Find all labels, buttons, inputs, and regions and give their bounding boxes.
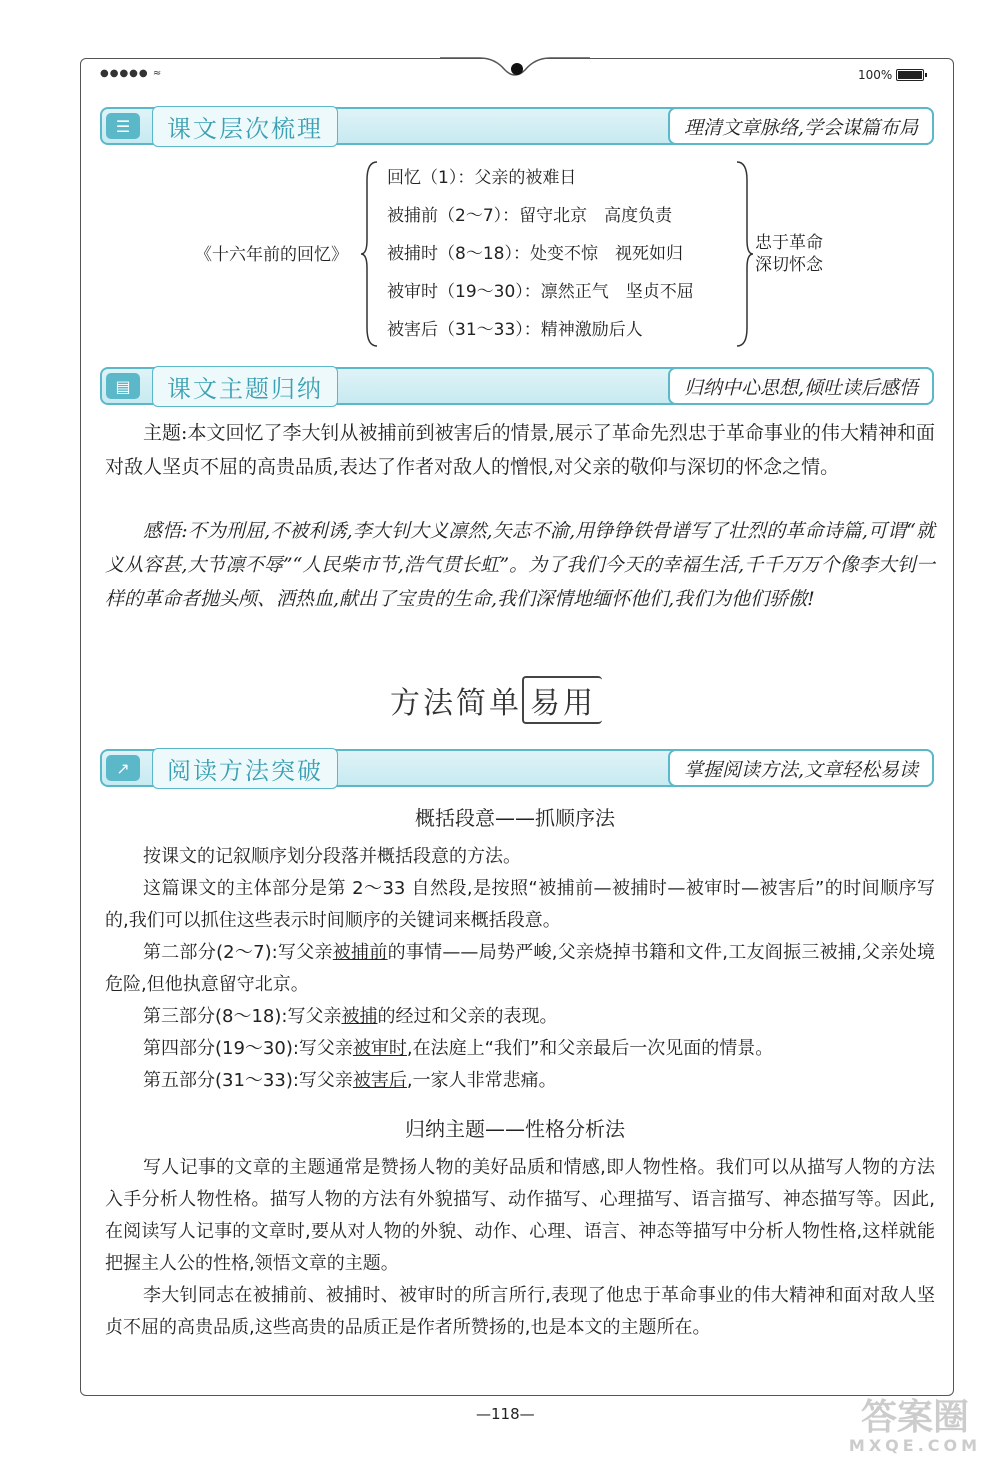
body-paragraph: 这篇课文的主体部分是第 2～33 自然段,是按照“被捕前—被捕时—被审时—被害后”的时间顺序写的,我们可以抓住这些表示时间顺序的关键词来概括段意。 (105, 878, 935, 931)
body-paragraph (105, 1065, 935, 1097)
tree-item: 被捕前（2～7）：留守北京 高度负责 (387, 206, 673, 226)
summary-line: 忠于革命 (755, 233, 823, 253)
method-slogan (390, 676, 602, 724)
section-banner-method (100, 749, 934, 787)
keyword: 被捕前 (332, 942, 388, 963)
body-paragraph: 写人记事的文章的主题通常是赞扬人物的美好品质和情感,即人物性格。我们可以从描写人物的方法入手分析人物性格。描写人物的方法有外貌描写、动作描写、心理描写、语言描写、神态描写等。因此,在阅读写人记事的文章时,要从对人物的外貌、动作、心理、语言、神态等描写中分析人物性格,这样就能把握主人公的性格,领悟文章的主题。 (105, 1157, 935, 1274)
page-number: —118— (476, 1405, 535, 1423)
part-label: 第五部分(31～33):写父亲 (143, 1070, 353, 1091)
method-body-2 (105, 1152, 935, 1344)
section-banner-theme (100, 367, 934, 405)
tree-items (387, 164, 694, 354)
section-slogan: 理清文章脉络,学会谋篇布局 (668, 107, 934, 145)
summary-line: 深切怀念 (755, 255, 823, 275)
keyword: 被审时 (352, 1038, 407, 1059)
section-slogan: 掌握阅读方法,文章轻松易读 (668, 749, 934, 787)
method-body-1 (105, 841, 935, 1097)
body-paragraph: 李大钊同志在被捕前、被捕时、被审时的所言所行,表现了他忠于革命事业的伟大精神和面对敌人坚贞不屈的高贵品质,这些高贵的品质正是作者所赞扬的,也是本文的主题所在。 (105, 1285, 935, 1338)
part-text: 的事情——局势严峻,父亲烧掉书籍和文件,工友阎振三被捕,父亲处境危险,但他执意留守北京。 (105, 942, 935, 995)
left-brace-icon (359, 160, 379, 348)
document-icon: ▤ (106, 373, 140, 399)
section-title: 阅读方法突破 (152, 748, 338, 789)
method-subheading: 概括段意——抓顺序法 (415, 806, 615, 830)
watermark-main: 答案圈 (860, 1397, 969, 1438)
body-paragraph (105, 1001, 935, 1033)
section-banner-structure (100, 107, 934, 145)
watermark-sub: MXQE.COM (848, 1436, 982, 1455)
theme-paragraph: 主题:本文回忆了李大钊从被捕前到被害后的情景,展示了革命先烈忠于革命事业的伟大精神和面对敌人坚贞不屈的高贵品质,表达了作者对敌人的憎恨,对父亲的敬仰与深切的怀念之情。 (105, 422, 935, 478)
battery-status (858, 68, 924, 82)
signal-icon: ●●●●● (100, 68, 149, 79)
watermark-logo (840, 1397, 990, 1460)
structure-tree (195, 160, 895, 350)
wifi-icon: ≈ (152, 68, 163, 79)
tree-item: 被捕时（8～18）：处变不惊 视死如归 (387, 244, 683, 264)
tree-item: 被审时（19～30）：凛然正气 坚贞不屈 (387, 282, 694, 302)
part-label: 第三部分(8～18):写父亲 (143, 1006, 342, 1027)
method-subheading: 归纳主题——性格分析法 (405, 1117, 625, 1141)
signal-indicator (100, 68, 162, 79)
tree-item: 回忆（1）：父亲的被难日 (387, 168, 577, 188)
part-label: 第四部分(19～30):写父亲 (143, 1038, 353, 1059)
battery-text: 100% (858, 68, 893, 82)
tree-summary (755, 232, 823, 276)
section-title: 课文主题归纳 (152, 366, 338, 407)
keyword: 被害后 (352, 1070, 407, 1091)
part-text: 的经过和父亲的表现。 (377, 1006, 558, 1027)
keyword: 被捕 (341, 1006, 378, 1027)
right-brace-icon (735, 160, 755, 348)
body-paragraph (105, 937, 935, 1001)
list-icon: ☰ (106, 113, 140, 139)
feeling-paragraph: 感悟:不为刑屈,不被利诱,李大钊大义凛然,矢志不渝,用铮铮铁骨谱写了壮烈的革命诗篇,可谓“就义从容甚,大节凛不辱”“人民柴市节,浩气贯长虹”。为了我们今天的幸福生活,千千万万个像李大钊一样的革命者抛头颅、洒热血,献出了宝贵的生命,我们深情地缅怀他们,我们为他们骄傲! (105, 520, 935, 610)
tree-root: 《十六年前的回忆》 (195, 245, 348, 265)
part-text: ,一家人非常悲痛。 (406, 1070, 557, 1091)
camera-icon (511, 63, 523, 75)
body-paragraph (105, 1033, 935, 1065)
section-slogan: 归纳中心思想,倾吐读后感悟 (668, 367, 934, 405)
battery-icon (896, 69, 924, 81)
slogan-highlight: 易用 (522, 676, 602, 724)
section-title: 课文层次梳理 (152, 106, 338, 147)
chart-icon: ↗ (106, 755, 140, 781)
part-text: ,在法庭上“我们”和父亲最后一次见面的情景。 (406, 1038, 774, 1059)
body-paragraph: 按课文的记叙顺序划分段落并概括段意的方法。 (143, 846, 521, 867)
part-label: 第二部分(2～7):写父亲 (143, 942, 333, 963)
tree-item: 被害后（31～33）：精神激励后人 (387, 320, 643, 340)
slogan-part: 方法简单 (390, 686, 522, 721)
